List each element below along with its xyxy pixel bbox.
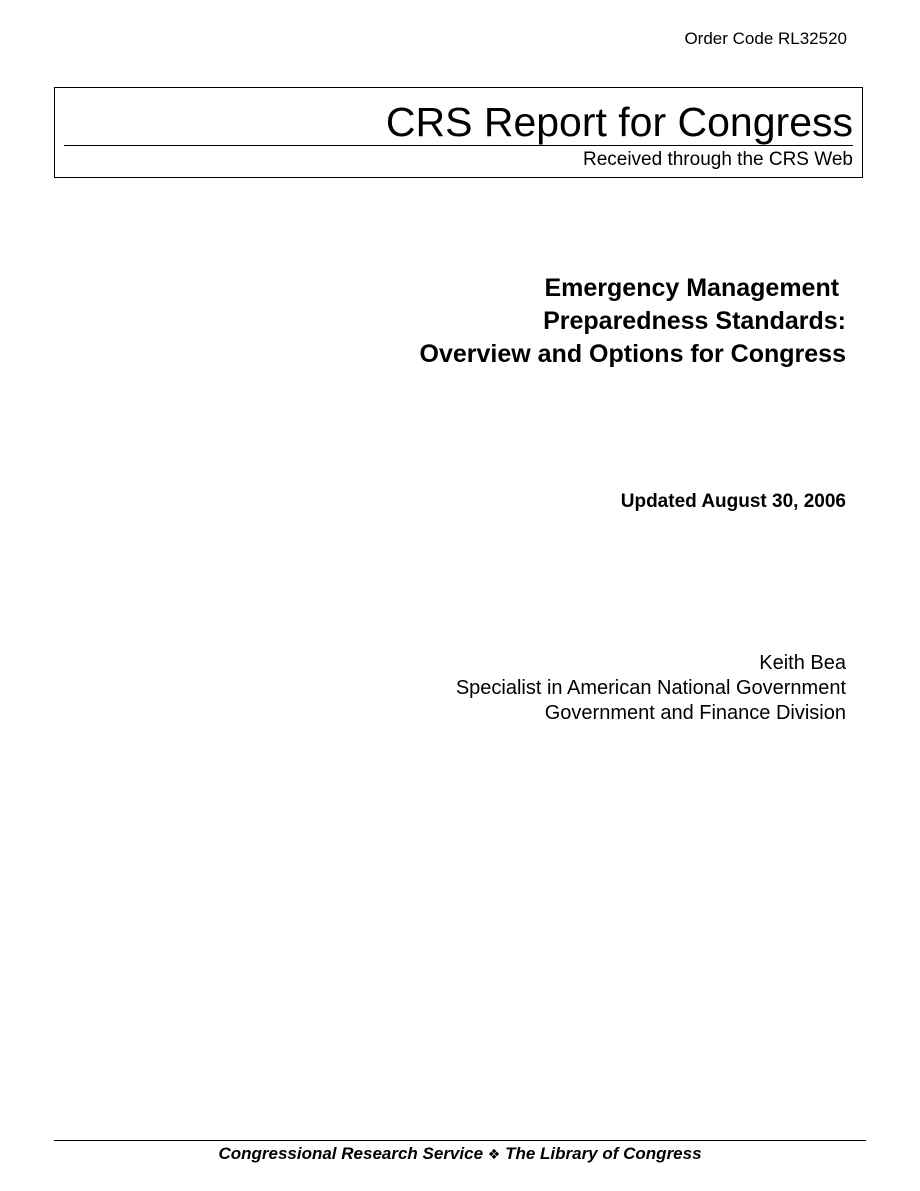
author-division: Government and Finance Division	[544, 702, 846, 724]
report-header-box	[54, 87, 863, 178]
footer-org: Congressional Research Service	[218, 1144, 484, 1163]
header-divider	[64, 145, 853, 146]
report-header-subtitle: Received through the CRS Web	[582, 149, 853, 170]
updated-date: Updated August 30, 2006	[620, 491, 846, 512]
report-header-title: CRS Report for Congress	[385, 99, 853, 145]
footer-library: The Library of Congress	[505, 1144, 702, 1163]
document-title	[420, 272, 846, 371]
author-block	[456, 651, 846, 726]
footer	[54, 1143, 866, 1165]
document-title-line: Overview and Options for Congress	[419, 340, 846, 368]
footer-separator-icon: ❖	[487, 1146, 501, 1162]
author-position: Specialist in American National Government	[455, 677, 846, 699]
author-name: Keith Bea	[759, 652, 846, 674]
order-code: Order Code RL32520	[684, 29, 847, 48]
footer-divider	[54, 1140, 866, 1141]
document-title-line: Preparedness Standards:	[543, 307, 846, 335]
document-title-line: Emergency Management	[544, 274, 846, 302]
